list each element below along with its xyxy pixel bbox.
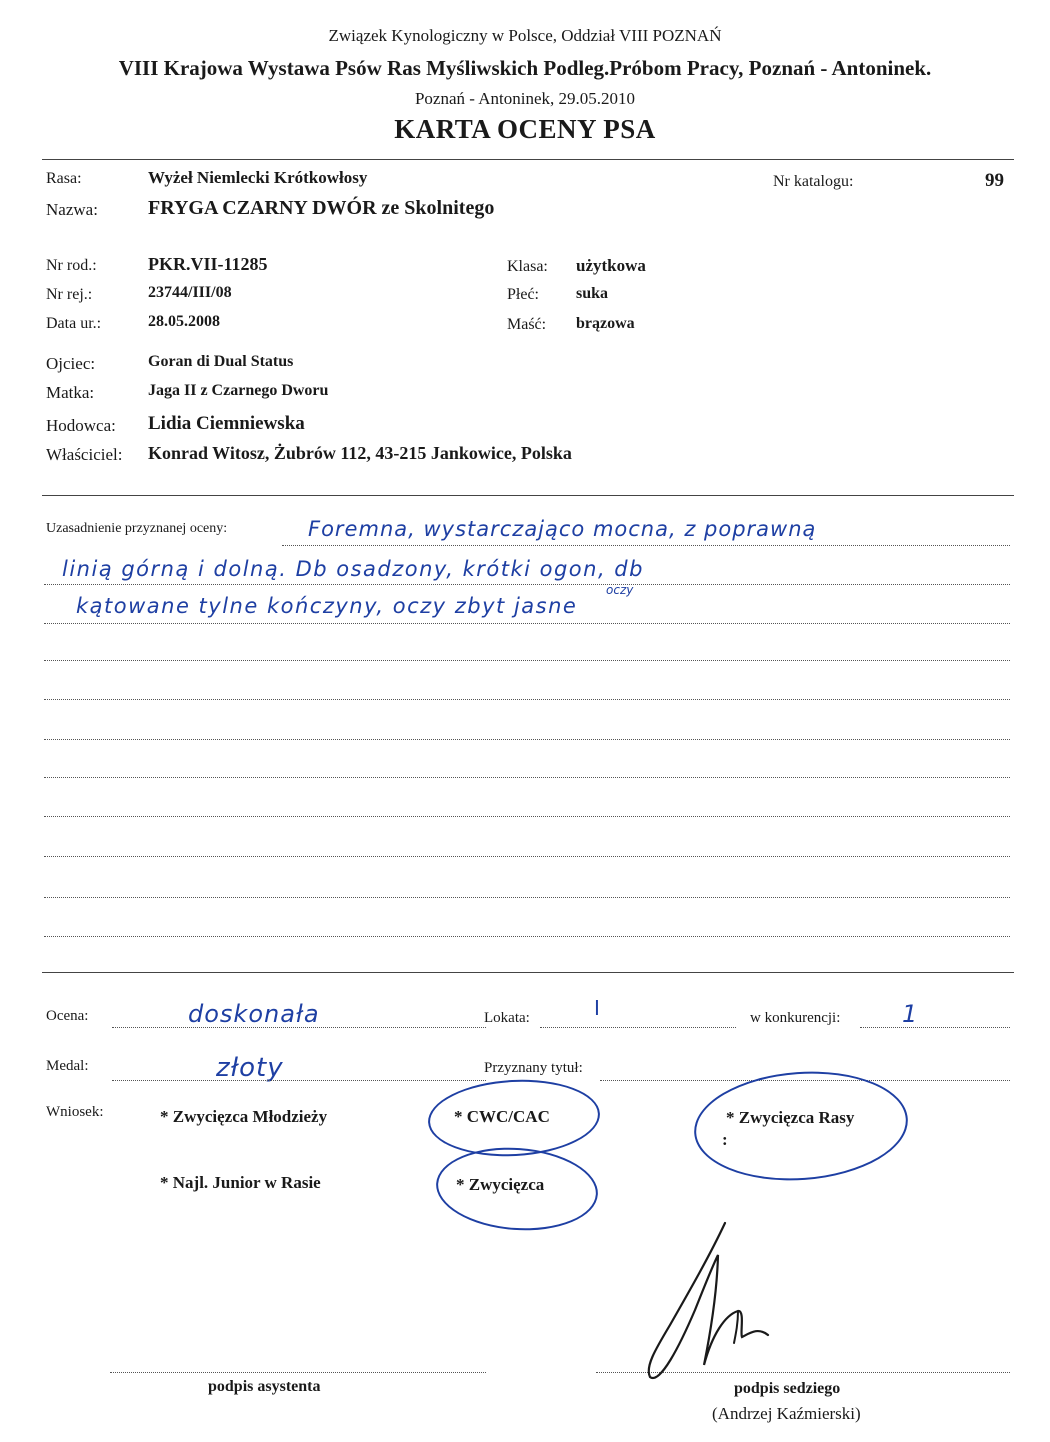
sire-label: Ojciec:	[46, 354, 96, 373]
dotted-line	[44, 699, 1010, 700]
registration-label: Nr rej.:	[46, 286, 93, 303]
assistant-signature-line	[110, 1372, 486, 1373]
form-title: KARTA OCENY PSA	[394, 114, 656, 144]
dog-name: FRYGA CZARNY DWÓR ze Skolnitego	[148, 197, 495, 219]
dotted-line	[44, 660, 1010, 661]
option-breed-winner-extra: :	[722, 1130, 728, 1149]
dotted-line	[44, 856, 1010, 857]
dotted-line	[44, 739, 1010, 740]
grade-label: Ocena:	[46, 1008, 89, 1024]
catalog-number: 99	[985, 170, 1004, 191]
competition-label: w konkurencji:	[750, 1010, 841, 1026]
owner-label: Właściciel:	[46, 445, 123, 464]
medal-label: Medal:	[46, 1058, 89, 1074]
competition-value: 1	[902, 1000, 918, 1028]
justification-line-3: kątowane tylne kończyny, oczy zbyt jasne	[76, 594, 578, 618]
dotted-line	[44, 623, 1010, 624]
sire-value: Goran di Dual Status	[148, 353, 294, 370]
proposal-label: Wniosek:	[46, 1104, 104, 1120]
color-label: Maść:	[507, 316, 547, 333]
judge-signature	[600, 1215, 840, 1385]
dam-value: Jaga II z Czarnego Dworu	[148, 382, 329, 399]
option-cwc-cac: * CWC/CAC	[454, 1107, 550, 1126]
event-title: VIII Krajowa Wystawa Psów Ras Myśliwskich Podleg.Próbom Pracy, Poznań - Antoninek.	[118, 56, 932, 80]
top-divider	[42, 159, 1014, 160]
option-best-junior: * Najl. Junior w Rasie	[160, 1173, 321, 1192]
dob-value: 28.05.2008	[148, 313, 220, 330]
pedigree-label: Nr rod.:	[46, 257, 97, 274]
grade-value: doskonała	[188, 1000, 320, 1028]
dotted-line	[44, 777, 1010, 778]
dam-label: Matka:	[46, 383, 95, 402]
justification-label: Uzasadnienie przyznanej oceny:	[46, 521, 228, 536]
section-divider	[42, 972, 1014, 973]
class-label: Klasa:	[507, 258, 548, 275]
breeder-label: Hodowca:	[46, 416, 116, 435]
breed-value: Wyżeł Niemlecki Krótkowłosy	[148, 168, 368, 187]
class-value: użytkowa	[576, 256, 646, 275]
organization-header: Związek Kynologiczny w Polsce, Oddział VIII POZNAŃ	[328, 26, 722, 45]
name-label: Nazwa:	[46, 200, 98, 219]
dotted-line	[44, 897, 1010, 898]
medal-value: złoty	[216, 1053, 284, 1083]
catalog-label: Nr katalogu:	[773, 173, 854, 190]
sex-value: suka	[576, 285, 609, 302]
option-winner: * Zwycięzca	[456, 1175, 545, 1194]
dotted-line	[112, 1027, 486, 1028]
justification-insert: oczy	[606, 583, 634, 597]
title-label: Przyznany tytuł:	[484, 1060, 583, 1076]
dotted-line	[44, 584, 1010, 585]
dotted-line	[540, 1027, 736, 1028]
dob-label: Data ur.:	[46, 315, 102, 332]
dotted-line	[282, 545, 1010, 546]
owner-value: Konrad Witosz, Żubrów 112, 43-215 Jankowice, Polska	[148, 443, 572, 463]
justification-line-1: Foremna, wystarczająco mocna, z poprawną	[308, 517, 817, 541]
breeder-value: Lidia Ciemniewska	[148, 413, 305, 434]
justification-line-2: linią górną i dolną. Db osadzony, krótki ogon, db	[62, 557, 644, 581]
dotted-line	[44, 936, 1010, 937]
pedigree-number: PKR.VII-11285	[148, 254, 268, 274]
color-value: brązowa	[576, 315, 635, 332]
dotted-line	[860, 1027, 1010, 1028]
sex-label: Płeć:	[507, 286, 539, 303]
section-divider	[42, 495, 1014, 496]
place-value: I	[594, 996, 600, 1020]
registration-number: 23744/III/08	[148, 284, 232, 301]
option-breed-winner: * Zwycięzca Rasy	[726, 1108, 855, 1127]
judge-signature-label: podpis sedziego	[734, 1380, 841, 1397]
assistant-signature-label: podpis asystenta	[208, 1378, 321, 1395]
selection-circle-breed-winner	[690, 1065, 911, 1188]
place-date: Poznań - Antoninek, 29.05.2010	[414, 89, 636, 108]
dotted-line	[112, 1080, 486, 1081]
selection-circle-winner	[433, 1142, 600, 1235]
judge-name: (Andrzej Kaźmierski)	[712, 1404, 861, 1423]
dotted-line	[44, 816, 1010, 817]
place-label: Lokata:	[484, 1010, 530, 1026]
option-junior-winner: * Zwycięzca Młodzieży	[160, 1107, 328, 1126]
breed-label: Rasa:	[46, 170, 82, 187]
